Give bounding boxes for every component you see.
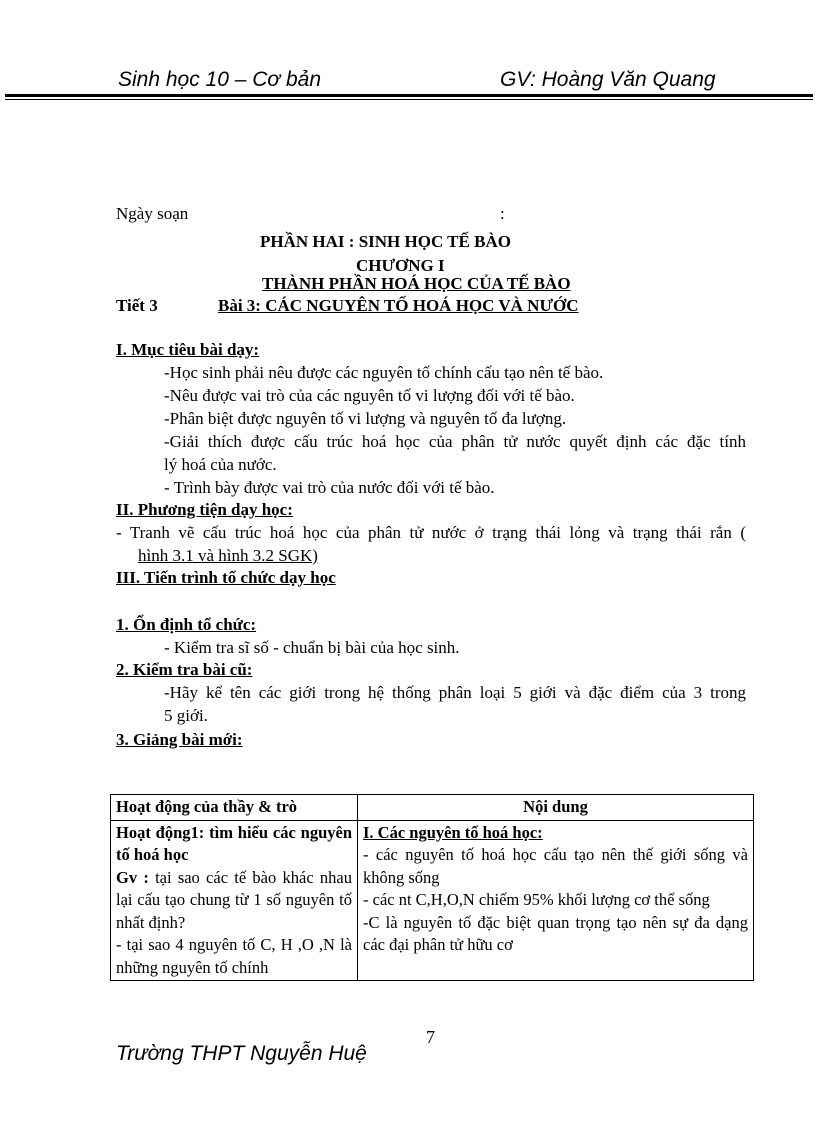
gv-label: Gv : [116,867,149,887]
header-rule-thin [5,99,813,100]
table-header-row [111,795,754,821]
step2-text: -Hãy kể tên các giới trong hệ thống phân loại 5 giới và đặc điểm của 3 trong [164,683,746,702]
step1-heading: 1. Ổn định tổ chức: [116,615,257,634]
step3-heading: 3. Giảng bài mới: [116,730,243,749]
table-row [111,820,754,981]
content-line: -C là nguyên tố đặc biệt quan trọng tạo nên sự đa dạng các đại phân tử hữu cơ [363,912,748,954]
objective-item: -Nêu được vai trò của các nguyên tố vi lượng đối với tế bào. [164,386,575,405]
objectives-heading: I. Mục tiêu bài dạy: [116,340,260,359]
part-title: PHẦN HAI : SINH HỌC TẾ BÀO [260,232,511,251]
activity-title: Hoạt động1: tìm hiểu các nguyên tố hoá học [116,822,352,864]
prep-date-label: Ngày soạn [116,204,189,223]
footer-school: Trường THPT Nguyễn Huệ [116,1042,367,1065]
process-heading: III. Tiến trình tổ chức dạy học [116,568,336,587]
header-teacher: GV: Hoàng Văn Quang [500,68,716,91]
lesson-period: Tiết 3 [116,296,158,315]
materials-heading: II. Phương tiện dạy học: [116,500,293,519]
step2-text-continued: 5 giới. [164,706,208,725]
question-2: - tại sao 4 nguyên tố C, H ,O ,N là những nguyên tố chính [116,935,352,977]
header-subject: Sinh học 10 – Cơ bản [118,68,321,91]
materials-item: - Tranh vẽ cấu trúc hoá học của phân tử nước ở trạng thái lỏng và trạng thái rắn ( [116,523,746,542]
objective-item: -Giải thích được cấu trúc hoá học của phân tử nước quyết định các đặc tính [164,432,746,451]
step1-text: - Kiểm tra sĩ số - chuẩn bị bài của học sinh. [164,638,460,657]
table-header-activity: Hoạt động của thầy & trò [111,795,358,821]
content-line: - các nguyên tố hoá học cấu tạo nên thế giới sống và không sống [363,845,748,887]
chapter-title: THÀNH PHẦN HOÁ HỌC CỦA TẾ BÀO [262,274,571,293]
objective-item: -Phân biệt được nguyên tố vi lượng và nguyên tố đa lượng. [164,409,567,428]
table-cell-activity [111,820,358,981]
objective-item: - Trình bày được vai trò của nước đối với tế bào. [164,478,495,497]
content-heading: I. Các nguyên tố hoá học: [363,822,543,842]
lesson-table [110,794,754,981]
gv-text: tại sao các tế bào khác nhau lại cấu tạo chung từ 1 số nguyên tố nhất định? [116,867,352,932]
table-cell-content [358,820,754,981]
header-rule-thick [5,94,813,97]
prep-date-colon: : [500,204,505,223]
objective-item: -Học sinh phải nêu được các nguyên tố chính cấu tạo nên tế bào. [164,363,604,382]
page-number: 7 [426,1027,435,1047]
materials-item-continued: hình 3.1 và hình 3.2 SGK) [138,546,318,565]
teacher-question [116,867,352,935]
table-header-content: Nội dung [358,795,754,821]
content-line: - các nt C,H,O,N chiếm 95% khối lượng cơ thể sống [363,890,710,909]
step2-heading: 2. Kiểm tra bài cũ: [116,660,253,679]
chapter-label: CHƯƠNG I [356,256,445,275]
objective-item-continued: lý hoá của nước. [164,455,277,474]
lesson-title: Bài 3: CÁC NGUYÊN TỐ HOÁ HỌC VÀ NƯỚC [218,296,579,315]
